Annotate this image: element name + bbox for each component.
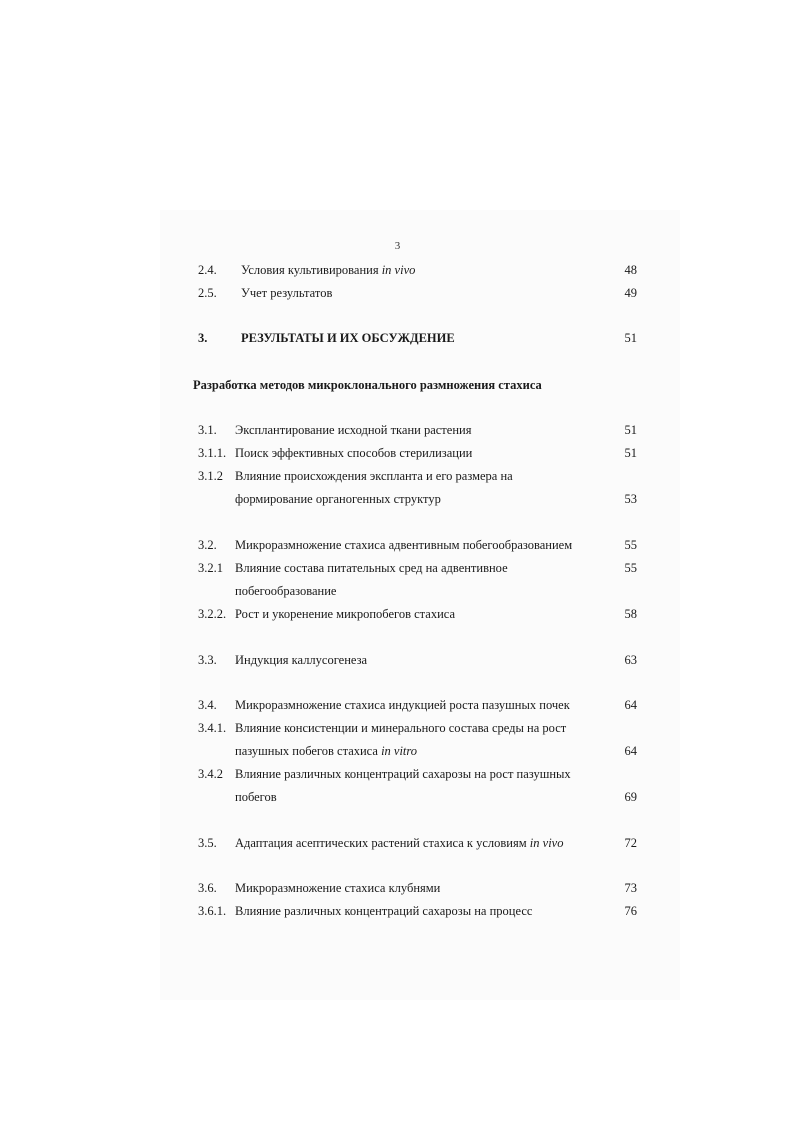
toc-title: Микроразмножение стахиса индукцией роста пазушных почек xyxy=(235,698,570,712)
toc-title-line1: Влияние состава питательных сред на адвентивное xyxy=(235,561,508,575)
toc-title xyxy=(241,263,415,278)
toc-number: 3.1.2 xyxy=(198,469,223,483)
toc-page: 63 xyxy=(624,653,637,667)
toc-page: 69 xyxy=(624,790,637,804)
toc-page: 49 xyxy=(624,286,637,300)
toc-title-line2 xyxy=(235,744,417,759)
toc-title-text: Условия культивирования xyxy=(241,263,379,277)
toc-title: Учет результатов xyxy=(241,286,333,300)
toc-number: 3.1. xyxy=(198,423,217,437)
toc-title-line2: побегов xyxy=(235,790,277,804)
toc-title: Индукция каллусогенеза xyxy=(235,653,368,667)
toc-number: 3.2.1 xyxy=(198,561,223,575)
toc-number: 3.6.1. xyxy=(198,904,227,918)
toc-number: 3.2. xyxy=(198,538,217,552)
toc-number: 3.1.1. xyxy=(198,446,227,460)
toc-page: 51 xyxy=(624,446,637,460)
toc-title-italic: in vivo xyxy=(529,836,564,850)
toc-page: 51 xyxy=(624,423,637,437)
toc-title-italic: in vivo xyxy=(381,263,416,277)
toc-page: 72 xyxy=(624,836,637,850)
toc-number: 3. xyxy=(198,331,208,345)
toc-number: 3.4.2 xyxy=(198,767,223,781)
toc-title-text: пазушных побегов стахиса xyxy=(235,744,378,758)
toc-page: 53 xyxy=(624,492,637,506)
toc-title: Микроразмножение стахиса адвентивным побегообразованием xyxy=(235,538,573,552)
toc-title-line2: формирование органогенных структур xyxy=(235,492,441,506)
toc-page: 55 xyxy=(624,561,637,575)
toc-number: 3.4. xyxy=(198,698,217,712)
toc-title-text: Адаптация асептических растений стахиса к условиям xyxy=(235,836,527,850)
toc-page: 76 xyxy=(624,904,637,918)
toc-title-line2: побегообразование xyxy=(235,584,337,598)
toc-number: 2.5. xyxy=(198,286,217,300)
toc-page: 55 xyxy=(624,538,637,552)
toc-title: Микроразмножение стахиса клубнями xyxy=(235,881,441,895)
toc-page: 64 xyxy=(624,698,637,712)
toc-number: 3.5. xyxy=(198,836,217,850)
toc-title-line1: Влияние различных концентраций сахарозы на рост пазушных xyxy=(235,767,571,781)
toc-title: Поиск эффективных способов стерилизации xyxy=(235,446,473,460)
toc-title: Влияние различных концентраций сахарозы на процесс xyxy=(235,904,533,918)
toc-title: Эксплантирование исходной ткани растения xyxy=(235,423,472,437)
toc-title-line1: Влияние происхождения экспланта и его размера на xyxy=(235,469,513,483)
toc-page: 51 xyxy=(624,331,637,345)
toc-number: 2.4. xyxy=(198,263,217,277)
toc-title-line1: Влияние консистенции и минерального состава среды на рост xyxy=(235,721,567,735)
toc-page: 73 xyxy=(624,881,637,895)
toc-title: Рост и укоренение микропобегов стахиса xyxy=(235,607,456,621)
toc-page: 48 xyxy=(624,263,637,277)
toc-title-italic: in vitro xyxy=(381,744,418,758)
toc-number: 3.2.2. xyxy=(198,607,227,621)
toc-subheading: Разработка методов микроклонального размножения стахиса xyxy=(193,378,542,392)
toc-number: 3.6. xyxy=(198,881,217,895)
toc-title xyxy=(235,836,563,851)
toc-number: 3.3. xyxy=(198,653,217,667)
toc-chapter-title: РЕЗУЛЬТАТЫ И ИХ ОБСУЖДЕНИЕ xyxy=(241,331,455,345)
toc-number: 3.4.1. xyxy=(198,721,227,735)
toc-page: 58 xyxy=(624,607,637,621)
page-number: 3 xyxy=(394,240,401,252)
toc-page: 64 xyxy=(624,744,637,758)
